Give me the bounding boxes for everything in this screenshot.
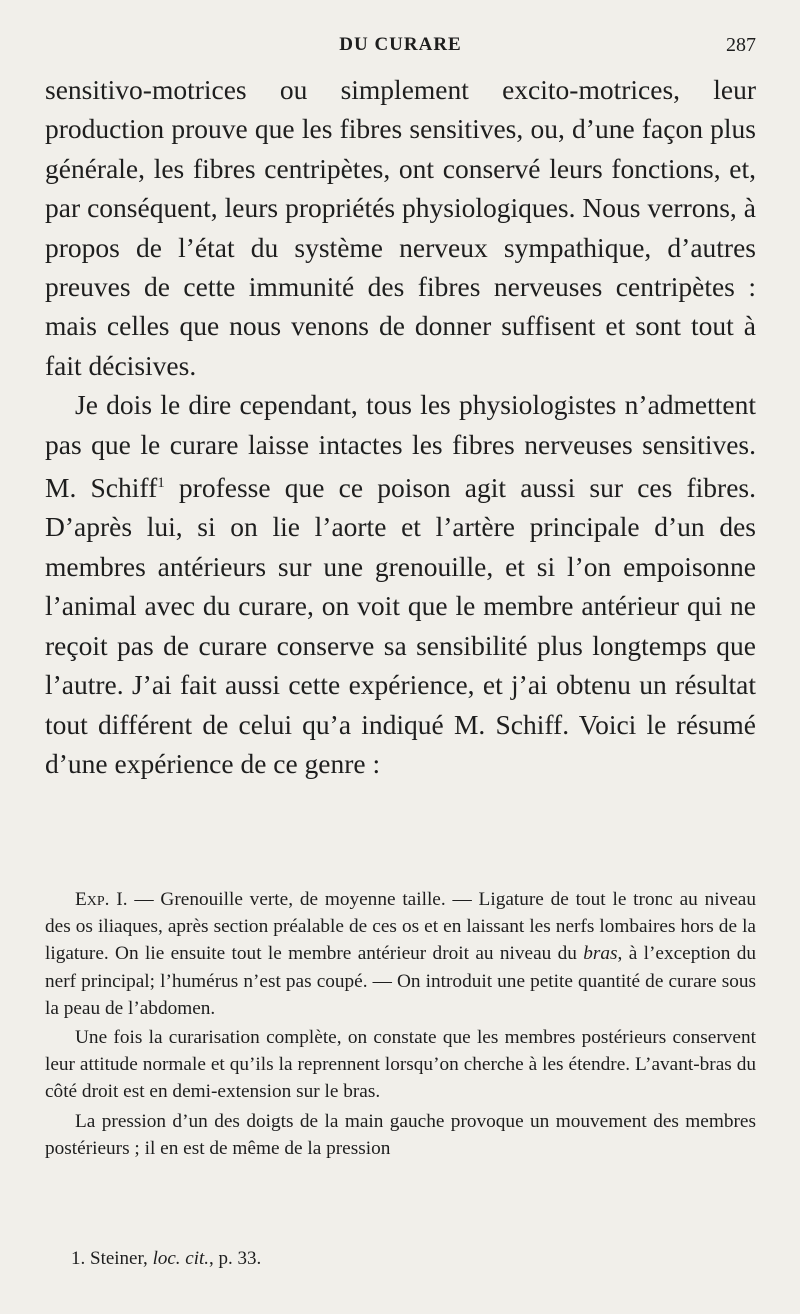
paragraph-text-part: Je dois le dire cependant, tous les physiologistes n’admettent pas que le curare laisse intactes les fibres nerveuses sensitives. M. Schiff: [45, 389, 756, 504]
experiment-text: , à l’exception du nerf principal; l’humérus n’est pas coupé. — On introduit une petite quantité de curare sous la peau de l’abdomen.: [45, 943, 756, 1019]
footnote-reference: loc. cit.: [152, 1248, 210, 1269]
main-text: [45, 70, 756, 783]
footnote-page: , p. 33.: [209, 1248, 262, 1269]
footnote: [71, 1248, 756, 1270]
page-header: [45, 34, 756, 60]
experiment-label: Exp. I.: [75, 889, 128, 910]
page-number: 287: [726, 34, 756, 56]
experiment-paragraph: Une fois la curarisation complète, on constate que les membres postérieurs conservent leur attitude normale et qu’ils la reprennent lorsqu’on cherche à les étendre. L’avant-bras du côté droit est en demi-extension sur le bras.: [45, 1027, 756, 1103]
paragraph-text-part: professe que ce poison agit aussi sur ces fibres. D’après lui, si on lie l’aorte et l’artère principale d’un des membres antérieurs sur une grenouille, et si l’on empoisonne l’animal avec du curare, on voit que le membre antérieur qui ne reçoit pas de curare conserve sa sensibilité plus longtemps que l’autre. J’ai fait aussi cette expérience, et j’ai obtenu un résultat tout différent de celui qu’a indiqué M. Schiff. Voici le résumé d’une expérience de ce genre :: [45, 472, 756, 779]
running-title: DU CURARE: [339, 34, 462, 55]
footnote-marker: 1: [157, 475, 165, 492]
footnote-number: 1.: [71, 1248, 86, 1269]
paragraph-continuation: sensitivo-motrices ou simplement excito-motrices, leur production prouve que les fibres sensitives, ou, d’une façon plus générale, les fibres centripètes, ont conservé leurs fonctions, et, par conséquent, leurs propriétés physiologiques. Nous verrons, à propos de l’état du système nerveux sympathique, d’autres preuves de cette immunité des fibres nerveuses centripètes : mais celles que nous venons de donner suffisent et sont tout à fait décisives.: [45, 74, 756, 381]
footnote-author: Steiner,: [85, 1248, 153, 1269]
experiment-paragraph: [45, 886, 756, 1022]
experiment-emphasis: bras: [583, 943, 618, 965]
paragraph-schiff: [45, 385, 756, 783]
experiment-paragraph: La pression d’un des doigts de la main gauche provoque un mouvement des membres postérieurs ; il en est de même de la pression: [45, 1110, 756, 1159]
experiment-text: — Grenouille verte, de moyenne taille. — Ligature de tout le tronc au niveau des os iliaques, après section préalable de ces os et en laissant les nerfs lombaires hors de la ligature. On lie ensuite tout le membre antérieur droit au niveau du: [45, 889, 756, 965]
experiment-block: [45, 886, 756, 1162]
